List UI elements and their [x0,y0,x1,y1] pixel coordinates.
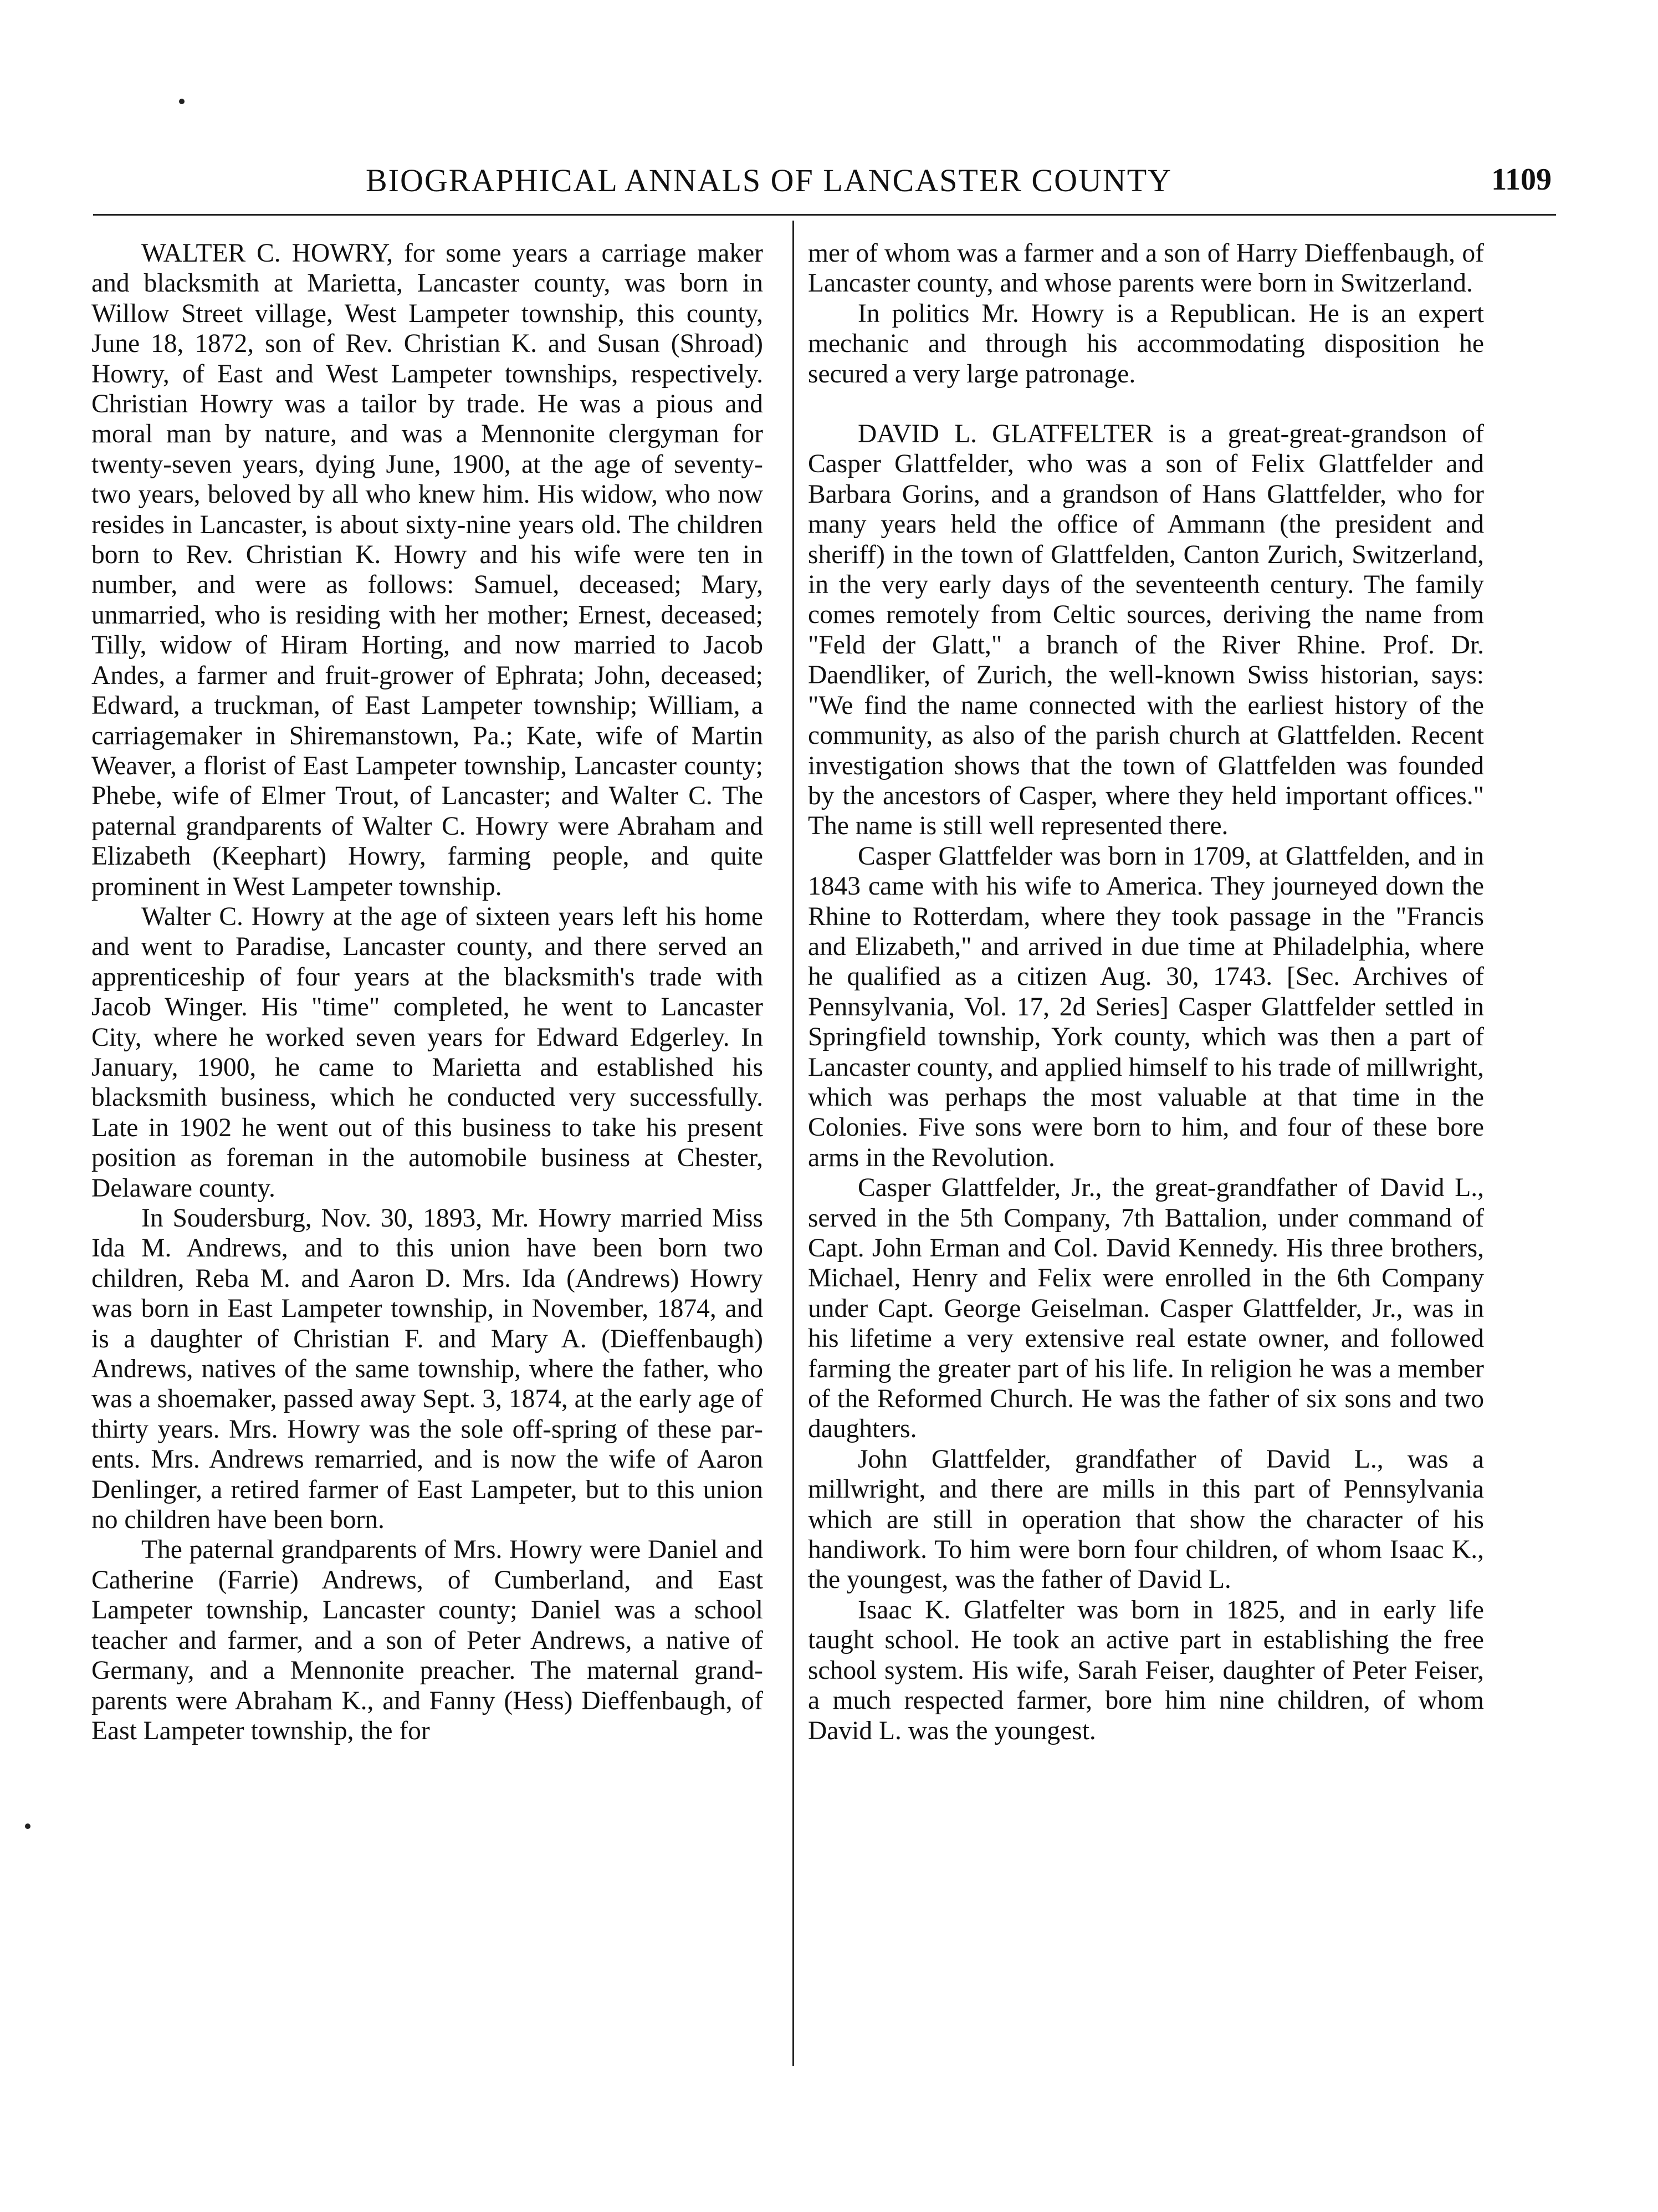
header-rule [93,214,1556,216]
paragraph-howry-politics: In politics Mr. Howry is a Republican. He is an expert mechanic and through his accommodating disposition he secured a very large patronage. [808,299,1484,389]
paragraph-howry-grandparents: The paternal grandparents of Mrs. Howry were Daniel and Catherine (Farrie) Andrews, of Cumberland, and East Lampeter township, Lancaster county; Daniel was a school teacher and farmer, and a son of Peter Andrews, a native of Germany, and a Mennonite preacher. The maternal grandparents were Abraham K., and Fanny (Hess) Dieffenbaugh, of East Lampeter township, the for [91,1535,763,1745]
running-header [366,162,1552,212]
left-column [91,238,763,1746]
paragraph-isaac-glatfelter: Isaac K. Glatfelter was born in 1825, and in early life taught school. He took an active part in establishing the free school system. His wife, Sarah Feiser, daughter of Peter Feiser, a much respected farmer, bore him nine children, of whom David L. was the youngest. [808,1595,1484,1745]
paragraph-howry-career: Walter C. Howry at the age of sixteen years left his home and went to Paradise, Lancaster county, and there served an apprenticeship of four years at the blacksmith's trade with Jacob Winger. His "time" completed, he went to Lancaster City, where he worked seven years for Edward Edgerley. In January, 1900, he came to Marietta and established his blacksmith business, which he conducted very successfully. Late in 1902 he went out of this business to take his present position as foreman in the automobile business at Chester, Delaware county. [91,902,763,1203]
column-divider [792,221,794,2066]
scan-speck [179,99,185,104]
running-title: BIOGRAPHICAL ANNALS OF LANCASTER COUNTY [366,162,1173,198]
paragraph-casper-glattfelder: Casper Glattfelder was born in 1709, at Glattfelden, and in 1843 came with his wife to America. They journeyed down the Rhine to Rotterdam, where they took passage in the "Francis and Elizabeth," and arrived in due time at Philadelphia, where he qualified as a citizen Aug. 30, 1743. [Sec. Archives of Pennsylvania, Vol. 17, 2d Series] Casper Glattfelder settled in Springfield township, York county, which was then a part of Lancaster county, and applied himself to his trade of millwright, which was perhaps the most valuable at that time in the Colonies. Five sons were born to him, and four of these bore arms in the Revolution. [808,841,1484,1172]
paragraph-glatfelter-intro: DAVID L. GLATFELTER is a great-great-grandson of Casper Glattfelder, who was a son of Felix Glattfelder and Barbara Gorins, and a grandson of Hans Glattfelder, who for many years held the office of Ammann (the president and sheriff) in the town of Glattfelden, Canton Zurich, Switzerland, in the very early days of the seventeenth century. The family comes remotely from Celtic sources, deriving the name from "Feld der Glatt," a branch of the River Rhine. Prof. Dr. Daendliker, of Zurich, the well-known Swiss historian, says: "We find the name connected with the earliest history of the community, as also of the parish church at Glattfelden. Recent investigation shows that the town of Glattfelden was founded by the ancestors of Casper, where they held important offices." The name is still well represented there. [808,420,1484,841]
paragraph-howry-continued: mer of whom was a farmer and a son of Harry Dieffenbaugh, of Lancaster county, and whose parents were born in Switzerland. [808,239,1484,298]
paragraph-casper-glattfelder-jr: Casper Glattfelder, Jr., the great-grandfather of David L., served in the 5th Company, 7th Battalion, under command of Capt. John Erman and Col. David Kennedy. His three brothers, Michael, Henry and Felix were enrolled in the 6th Company under Capt. George Geiselman. Casper Glattfelder, Jr., was in his lifetime a very extensive real estate owner, and followed farming the greater part of his life. In religion he was a member of the Reformed Church. He was the father of six sons and two daughters. [808,1173,1484,1444]
paragraph-howry-intro: WALTER C. HOWRY, for some years a carriage maker and blacksmith at Marietta, Lancaster county, was born in Willow Street village, West Lampeter township, this county, June 18, 1872, son of Rev. Christian K. and Susan (Shroad) Howry, of East and West Lampeter townships, respectively. Christian Howry was a tailor by trade. He was a pious and moral man by nature, and was a Mennonite clergyman for twenty-seven years, dying June, 1900, at the age of seventy-two years, beloved by all who knew him. His widow, who now resides in Lancaster, is about sixty-nine years old. The children born to Rev. Christian K. Howry and his wife were ten in number, and were as follows: Samuel, deceased; Mary, unmarried, who is residing with her mother; Ernest, deceased; Tilly, widow of Hiram Horting, and now married to Jacob Andes, a farmer and fruit-grower of Ephrata; John, deceased; Edward, a truckman, of East Lampeter township; William, a carriagemaker in Shiremanstown, Pa.; Kate, wife of Martin Weaver, a florist of East Lampeter township, Lancaster county; Phebe, wife of Elmer Trout, of Lancaster; and Walter C. The paternal grandparents of Walter C. Howry were Abraham and Elizabeth (Keephart) Howry, farming people, and quite prominent in West Lampeter township. [91,239,763,901]
scan-speck [25,1823,30,1829]
paragraph-howry-marriage: In Soudersburg, Nov. 30, 1893, Mr. Howry married Miss Ida M. Andrews, and to this union have been born two children, Reba M. and Aaron D. Mrs. Ida (Andrews) Howry was born in East Lampeter township, in November, 1874, and is a daughter of Christian F. and Mary A. (Dieffenbaugh) Andrews, natives of the same township, where the father, who was a shoemaker, passed away Sept. 3, 1874, at the early age of thirty years. Mrs. Howry was the sole off-spring of these parents. Mrs. Andrews remarried, and is now the wife of Aaron Denlinger, a retired farmer of East Lampeter, but to this union no children have been born. [91,1204,763,1535]
right-column [808,238,1484,1746]
paragraph-john-glattfelder: John Glattfelder, grandfather of David L., was a millwright, and there are mills in this part of Pennsylvania which are still in operation that show the character of his handiwork. To him were born four children, of whom Isaac K., the youngest, was the father of David L. [808,1444,1484,1595]
page-number: 1109 [1491,162,1552,197]
